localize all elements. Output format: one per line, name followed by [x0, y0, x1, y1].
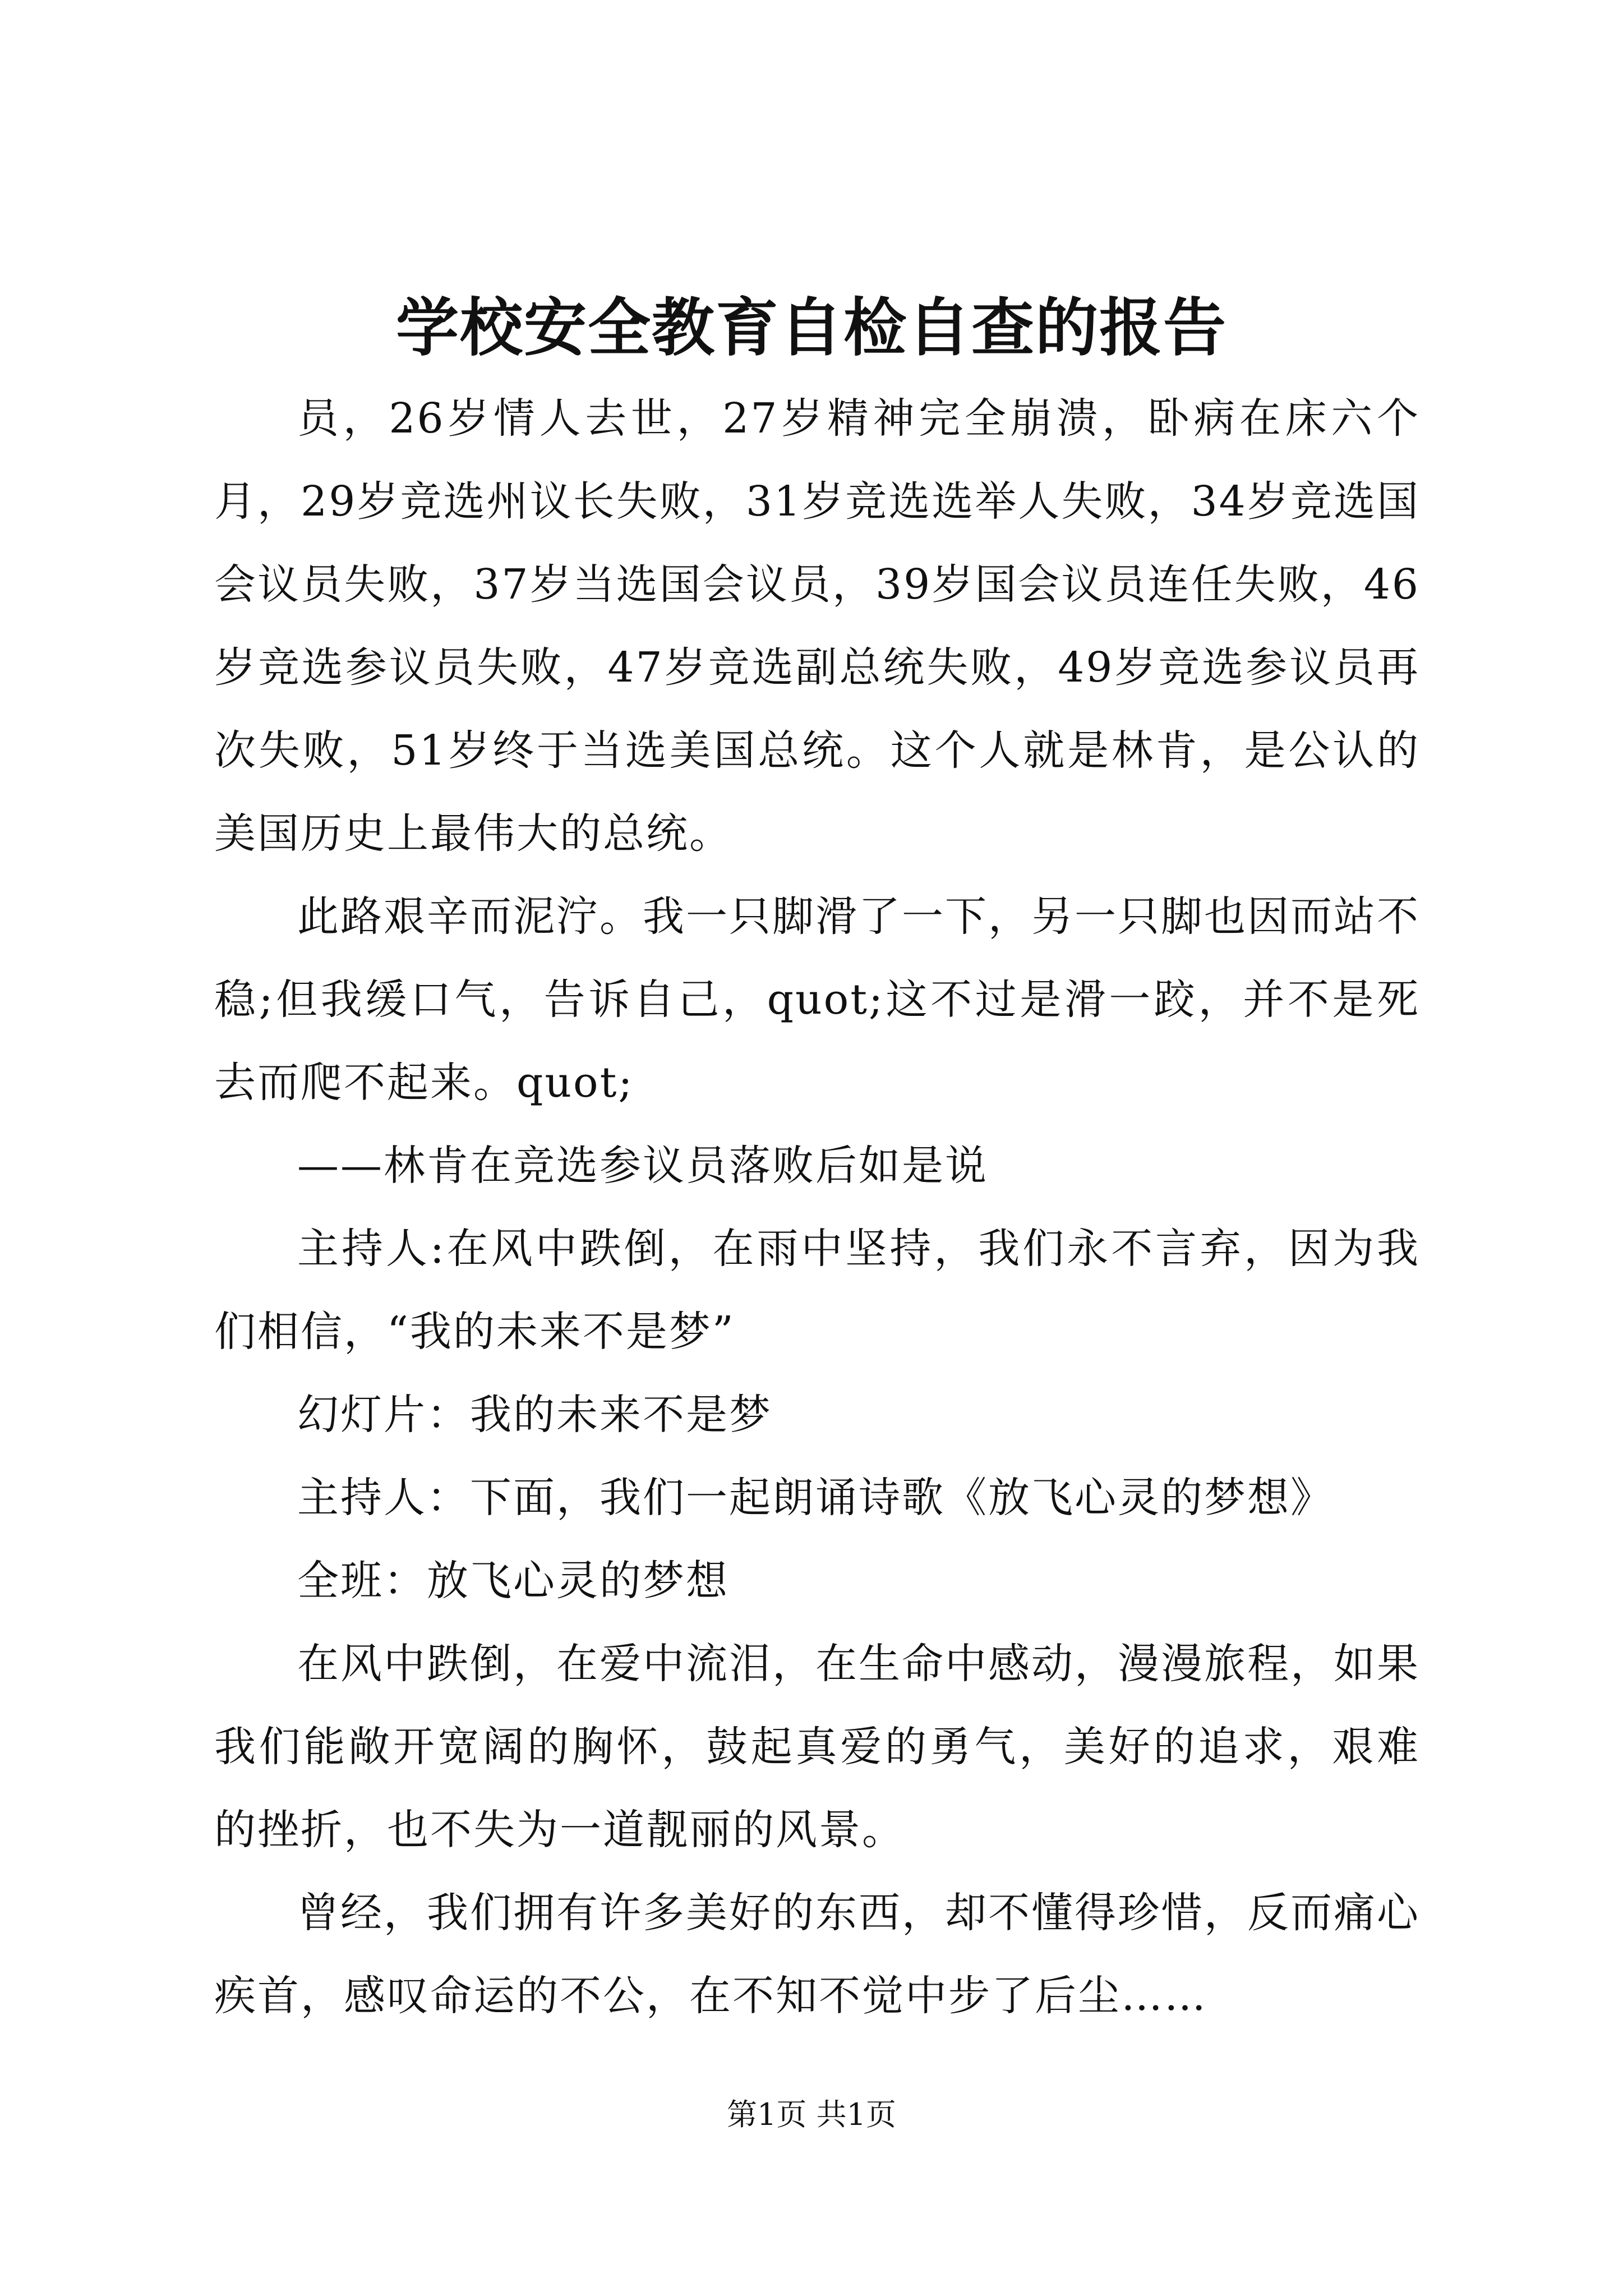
document-body [214, 377, 1420, 2037]
paragraph: 主持人：下面，我们一起朗诵诗歌《放飞心灵的梦想》 [297, 1474, 1334, 1522]
paragraph: 在风中跌倒，在爱中流泪，在生命中感动，漫漫旅程，如果我们能敞开宽阔的胸怀，鼓起真爱的勇气，美好的追求，艰难的挫折，也不失为一道靓丽的风景。 [214, 1640, 1420, 1854]
page-footer: 第1页 共1页 [727, 2097, 896, 2132]
paragraph: 幻灯片：我的未来不是梦 [297, 1391, 772, 1439]
paragraph: 此路艰辛而泥泞。我一只脚滑了一下，另一只脚也因而站不稳;但我缓口气，告诉自己，quot;这不过是滑一跤，并不是死去而爬不起来。quot; [214, 892, 1420, 1107]
paragraph: 曾经，我们拥有许多美好的东西，却不懂得珍惜，反而痛心疾首，感叹命运的不公，在不知不觉中步了后尘…… [214, 1889, 1420, 2020]
paragraph: 主持人:在风中跌倒，在雨中坚持，我们永不言弃，因为我们相信，“我的未来不是梦” [214, 1225, 1420, 1356]
paragraph: 全班：放飞心灵的梦想 [297, 1557, 729, 1605]
paragraph: ——林肯在竞选参议员落败后如是说 [297, 1142, 988, 1190]
document-title: 学校安全教育自检自查的报告 [396, 291, 1227, 365]
paragraph: 员，26岁情人去世，27岁精神完全崩溃，卧病在床六个月，29岁竞选州议长失败，31岁竞选选举人失败，34岁竞选国会议员失败，37岁当选国会议员，39岁国会议员连任失败，46岁竞选参议员失败，47岁竞选副总统失败，49岁竞选参议员再次失败，51岁终于当选美国总统。这个人就是林肯，是公认的美国历史上最伟大的总统。 [214, 394, 1420, 858]
